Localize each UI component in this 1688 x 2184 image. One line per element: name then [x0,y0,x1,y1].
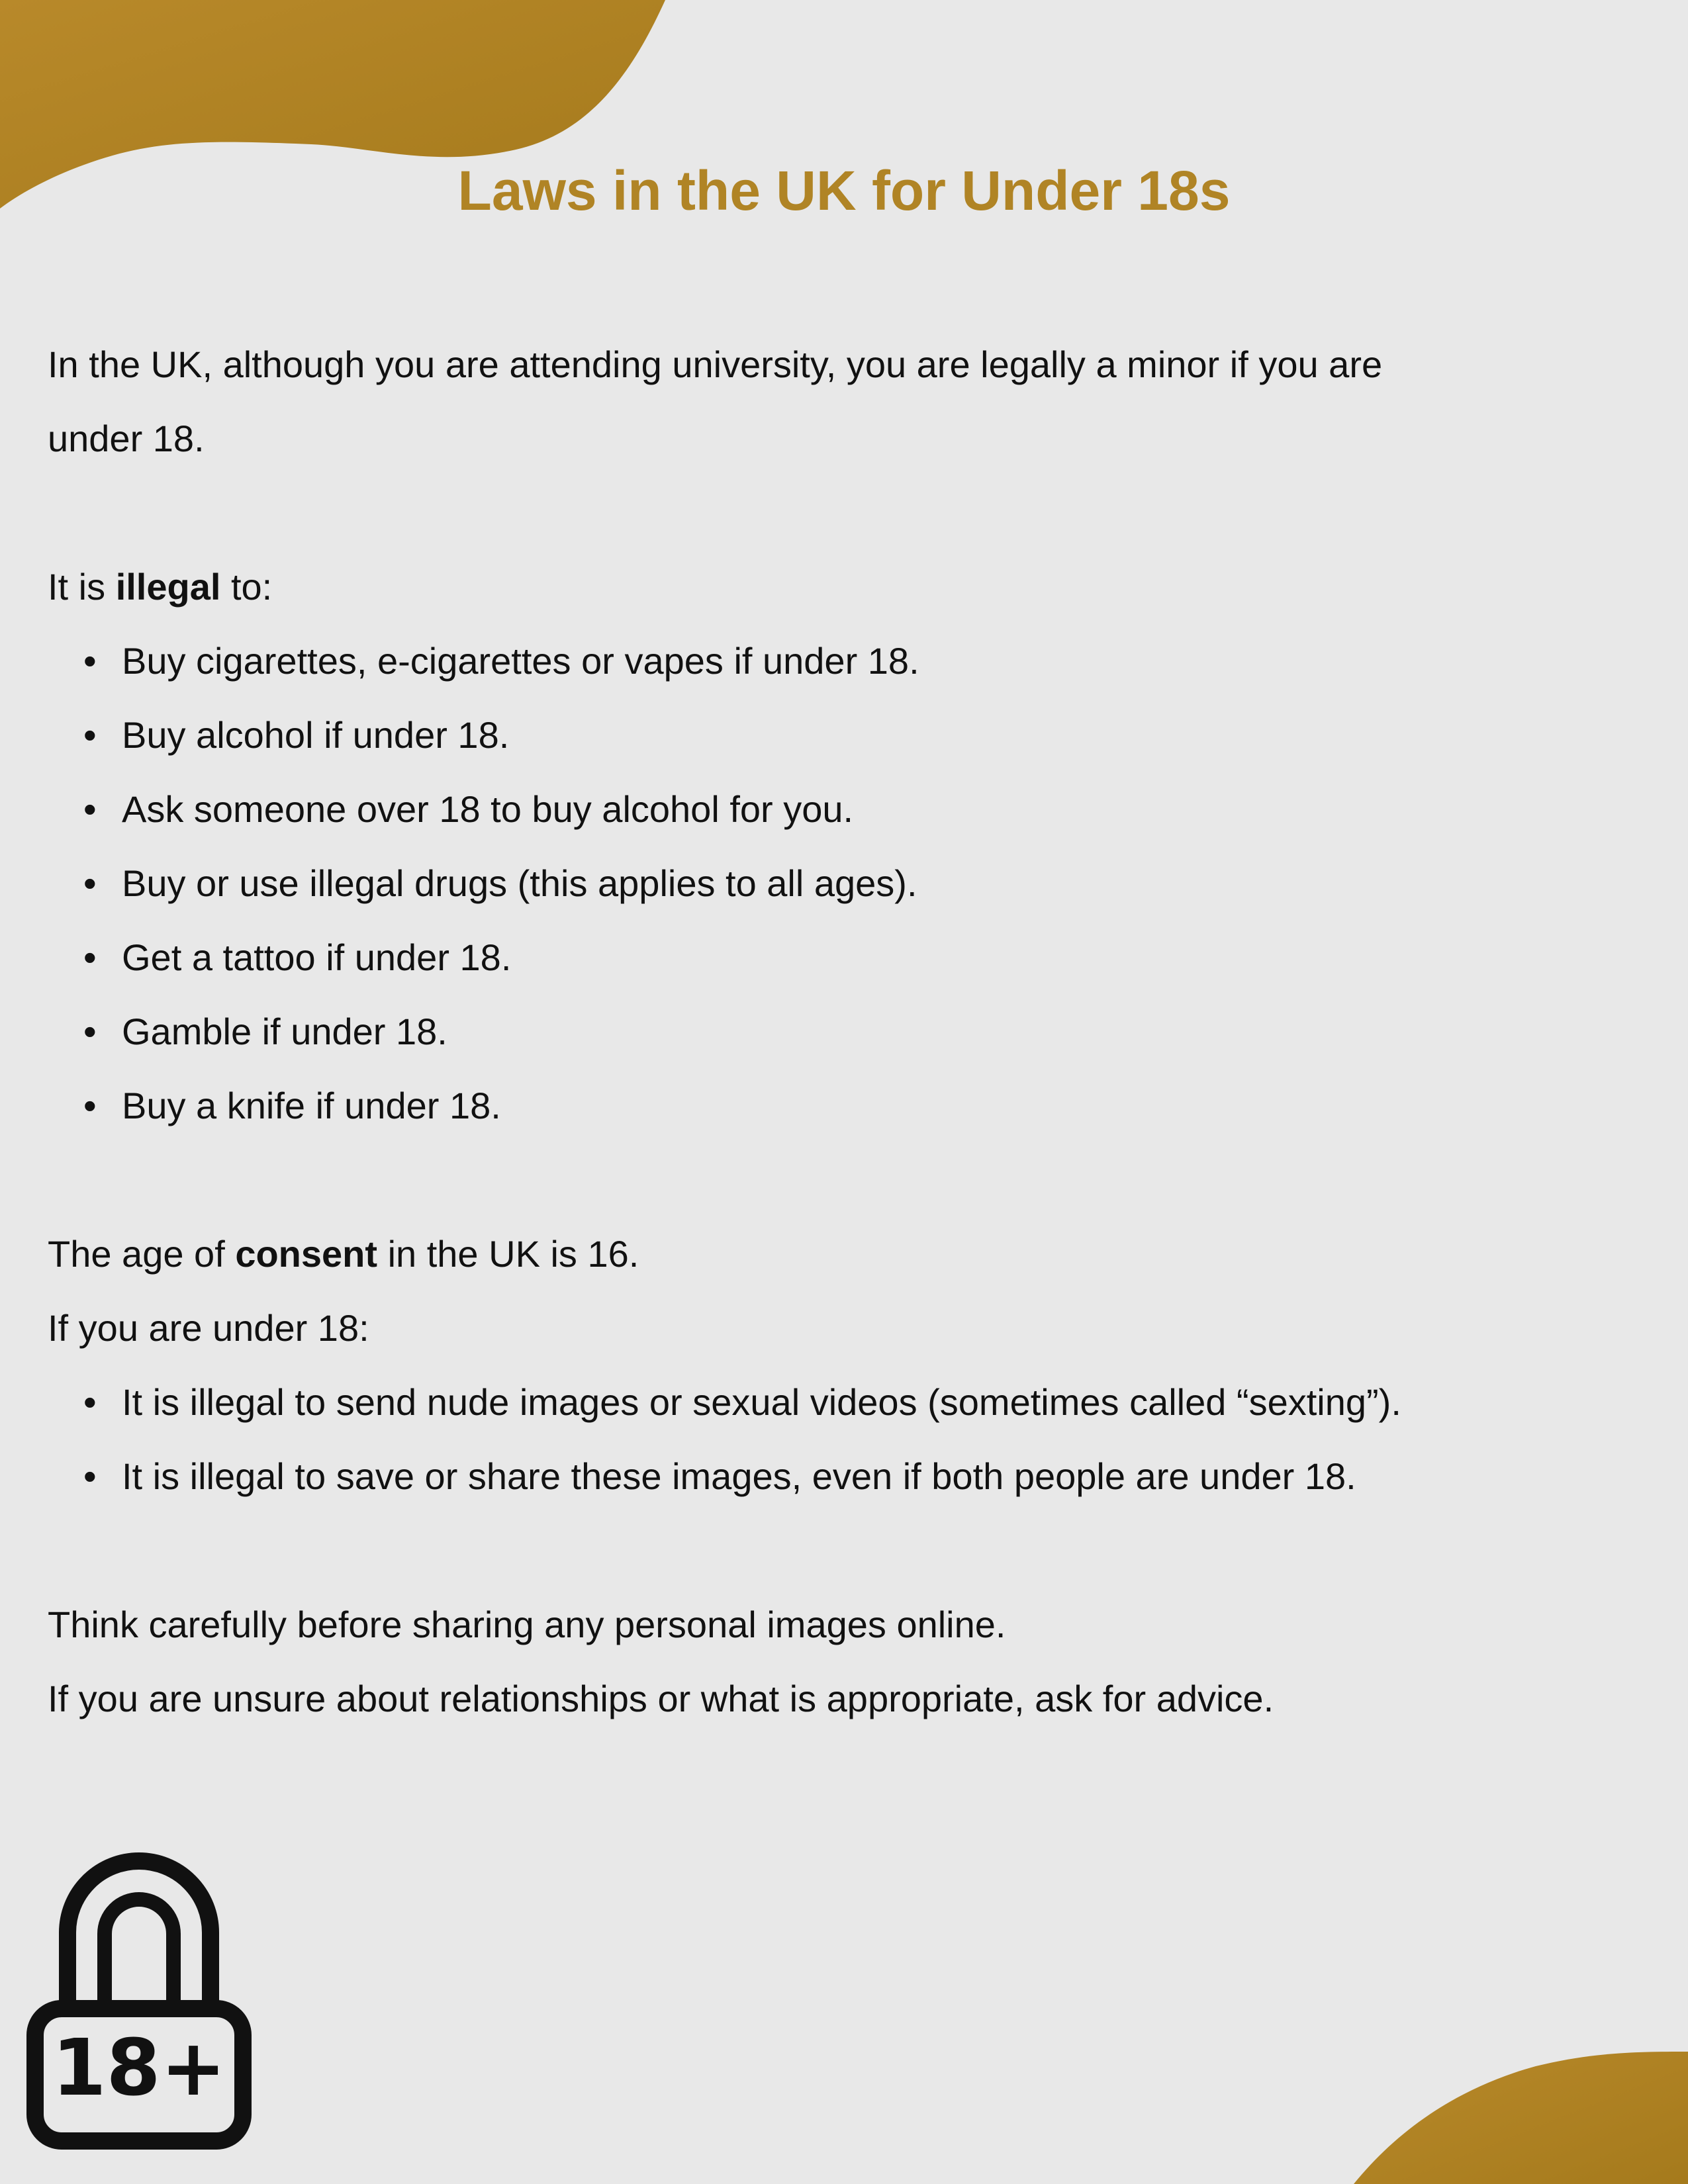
closing-line-1: Think carefully before sharing any personal images online. [48,1604,1006,1645]
sexting-list [48,1365,1650,1514]
consent-line [48,1217,1650,1291]
list-item: • It is illegal to save or share these images, even if both people are under 18. [122,1439,1650,1514]
closing-line-2: If you are unsure about relationships or what is appropriate, ask for advice. [48,1678,1274,1719]
list-item: • Buy or use illegal drugs (this applies to all ages). [122,846,1650,921]
list-item: • Gamble if under 18. [122,995,1650,1069]
page-title: Laws in the UK for Under 18s [457,159,1231,222]
consent-line-prefix: The age of [48,1233,236,1275]
list-item: • Buy alcohol if under 18. [122,698,1650,772]
spacer [48,476,1650,550]
illegal-list [48,624,1650,1143]
consent-line-emphasis: consent [235,1233,378,1275]
under18-intro: If you are under 18: [48,1307,369,1349]
list-item: • Buy a knife if under 18. [122,1069,1650,1143]
lock-label: 18+ [52,2022,226,2113]
consent-line-suffix: in the UK is 16. [377,1233,639,1275]
padlock-icon [26,1846,252,2151]
bottom-right-decorative-shape [1344,2052,1688,2184]
illegal-heading [48,550,1650,624]
list-item: • Ask someone over 18 to buy alcohol for you. [122,772,1650,846]
illegal-heading-suffix: to: [220,566,273,608]
illegal-heading-emphasis: illegal [115,566,221,608]
spacer [48,1143,1650,1217]
intro-line-1: In the UK, although you are attending university, you are legally a minor if you are [48,343,1383,385]
list-item: • Get a tattoo if under 18. [122,921,1650,995]
intro-line-2: under 18. [48,418,205,459]
list-item: • It is illegal to send nude images or sexual videos (sometimes called “sexting”). [122,1365,1650,1439]
list-item: • Buy cigarettes, e-cigarettes or vapes if under 18. [122,624,1650,698]
spacer [48,1514,1650,1588]
illegal-heading-prefix: It is [48,566,116,608]
document-body [48,328,1650,1736]
